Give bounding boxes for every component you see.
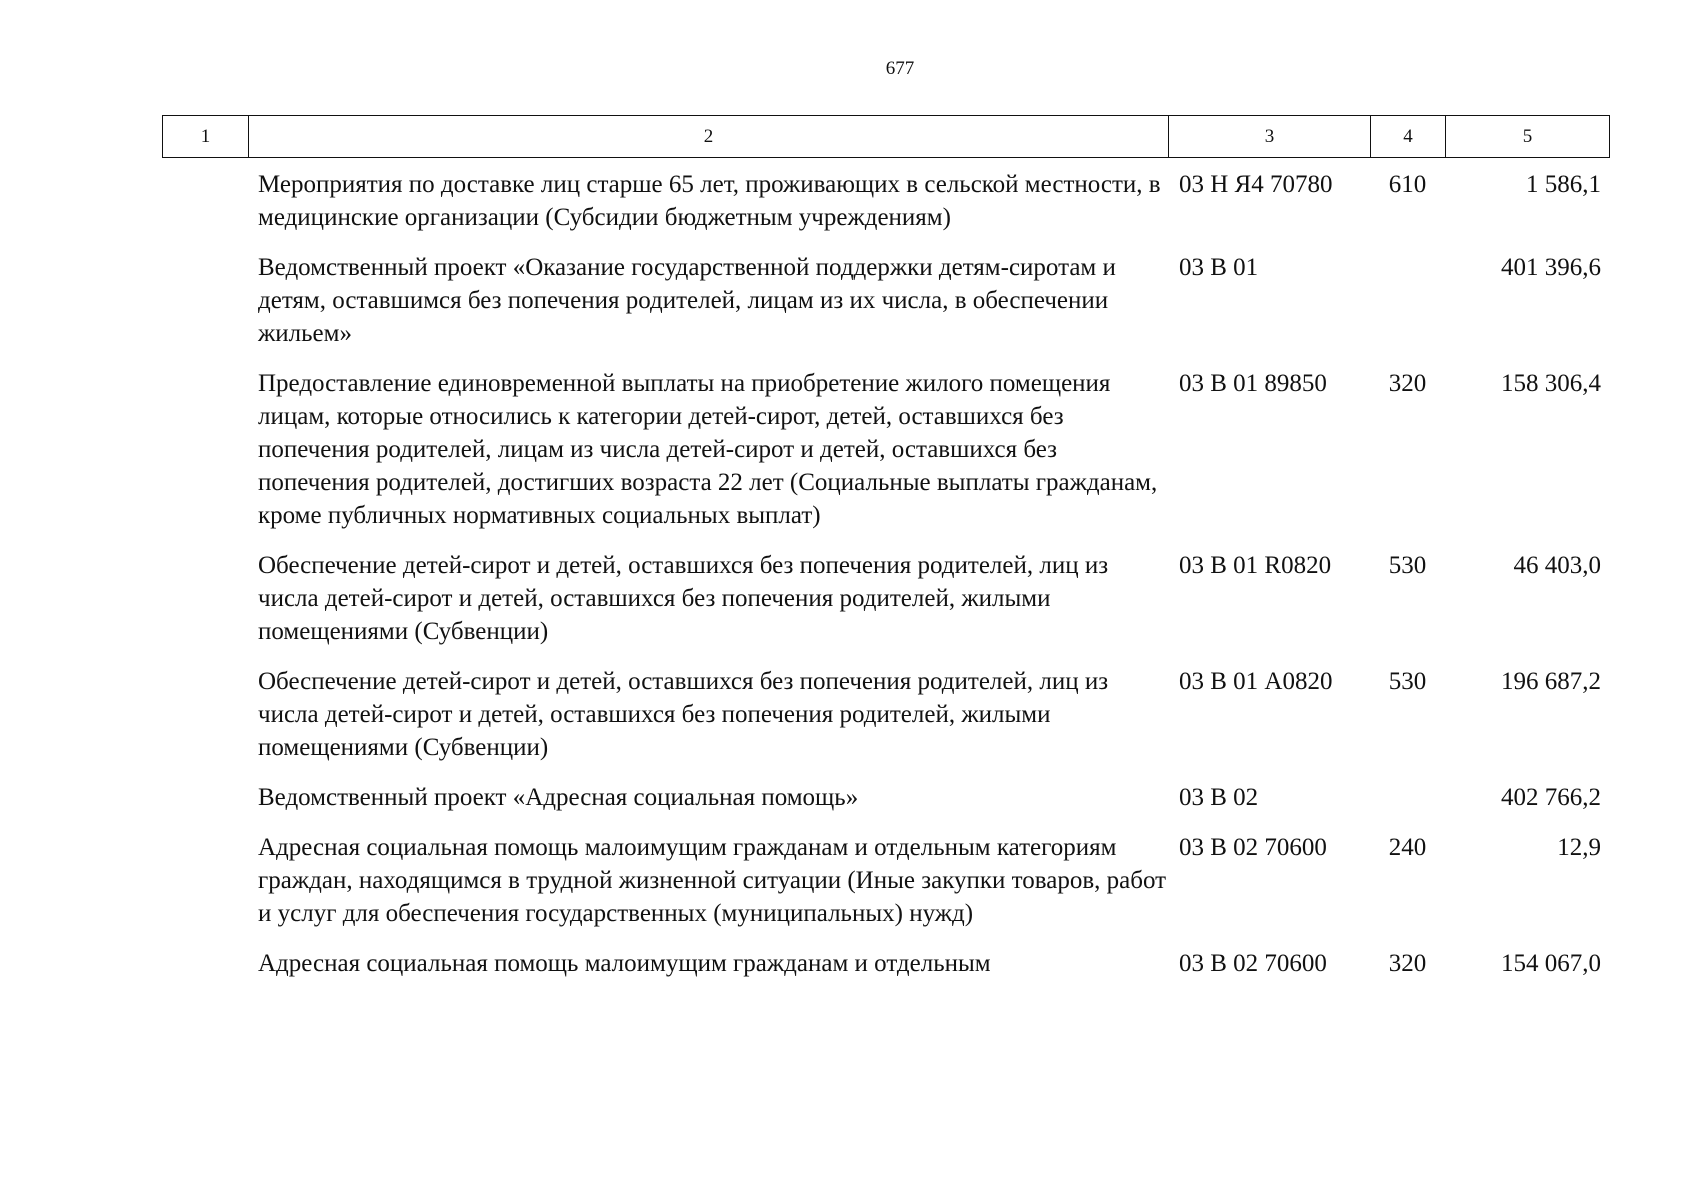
table-row	[162, 367, 1610, 532]
row-type: 610	[1388, 171, 1427, 198]
table-row	[162, 831, 1610, 930]
row-name: Обеспечение детей-сирот и детей, оставшихся без попечения родителей, лиц из числа детей-сирот и детей, оставшихся без попечения родителей, жилыми помещениями (Субвенции)	[258, 668, 1109, 761]
row-code: 03 В 01	[1179, 254, 1259, 281]
table-row	[162, 947, 1610, 980]
row-amount: 158 306,4	[1501, 370, 1601, 397]
row-type: 320	[1388, 370, 1427, 397]
row-type: 320	[1388, 950, 1427, 977]
row-amount: 402 766,2	[1501, 784, 1601, 811]
page-number: 677	[885, 58, 915, 79]
table-row	[162, 781, 1610, 814]
header-col-4: 4	[1371, 116, 1446, 157]
row-name: Адресная социальная помощь малоимущим гражданам и отдельным категориям граждан, находящимся в трудной жизненной ситуации (Иные закупки товаров, работ и услуг для обеспечения государственных (муниципальных) нужд)	[258, 834, 1167, 927]
table-row	[162, 549, 1610, 648]
row-code: 03 В 02 70600	[1179, 834, 1327, 861]
row-amount: 196 687,2	[1501, 668, 1601, 695]
row-amount: 401 396,6	[1501, 254, 1601, 281]
row-amount: 12,9	[1557, 834, 1601, 861]
row-type	[1370, 251, 1445, 350]
row-type: 530	[1388, 668, 1427, 695]
table-row	[162, 665, 1610, 764]
row-name: Ведомственный проект «Оказание государственной поддержки детям-сиротам и детям, оставшимся без попечения родителей, лицам из их числа, в обеспечении жильем»	[258, 254, 1116, 347]
row-type	[1370, 781, 1445, 814]
row-name: Адресная социальная помощь малоимущим гражданам и отдельным	[258, 950, 991, 977]
table-row	[162, 168, 1610, 234]
row-amount: 46 403,0	[1513, 552, 1601, 579]
row-name: Обеспечение детей-сирот и детей, оставшихся без попечения родителей, лиц из числа детей-сирот и детей, оставшихся без попечения родителей, жилыми помещениями (Субвенции)	[258, 552, 1109, 645]
row-type: 240	[1388, 834, 1427, 861]
header-col-2: 2	[249, 116, 1169, 157]
row-amount: 154 067,0	[1501, 950, 1601, 977]
row-code: 03 В 01 R0820	[1179, 552, 1332, 579]
table-row	[162, 251, 1610, 350]
table-header	[162, 115, 1610, 158]
row-code: 03 В 02	[1179, 784, 1259, 811]
row-code: 03 В 01 А0820	[1179, 668, 1333, 695]
row-name: Мероприятия по доставке лиц старше 65 лет, проживающих в сельской местности, в медицинские организации (Субсидии бюджетным учреждениям)	[258, 171, 1161, 231]
row-type: 530	[1388, 552, 1427, 579]
row-code: 03 Н Я4 70780	[1179, 171, 1333, 198]
table-body	[162, 168, 1610, 997]
row-name: Предоставление единовременной выплаты на приобретение жилого помещения лицам, которые относились к категории детей-сирот, детей, оставшихся без попечения родителей, лицам из числа детей-сирот и детей, оставшихся без попечения родителей, достигших возраста 22 лет (Социальные выплаты гражданам, кроме публичных нормативных социальных выплат)	[258, 370, 1158, 529]
header-col-5: 5	[1522, 125, 1533, 147]
row-code: 03 В 01 89850	[1179, 370, 1327, 397]
row-name: Ведомственный проект «Адресная социальная помощь»	[258, 784, 859, 811]
header-col-1: 1	[163, 116, 249, 157]
header-col-3: 3	[1169, 116, 1371, 157]
row-code: 03 В 02 70600	[1179, 950, 1327, 977]
row-amount: 1 586,1	[1526, 171, 1601, 198]
